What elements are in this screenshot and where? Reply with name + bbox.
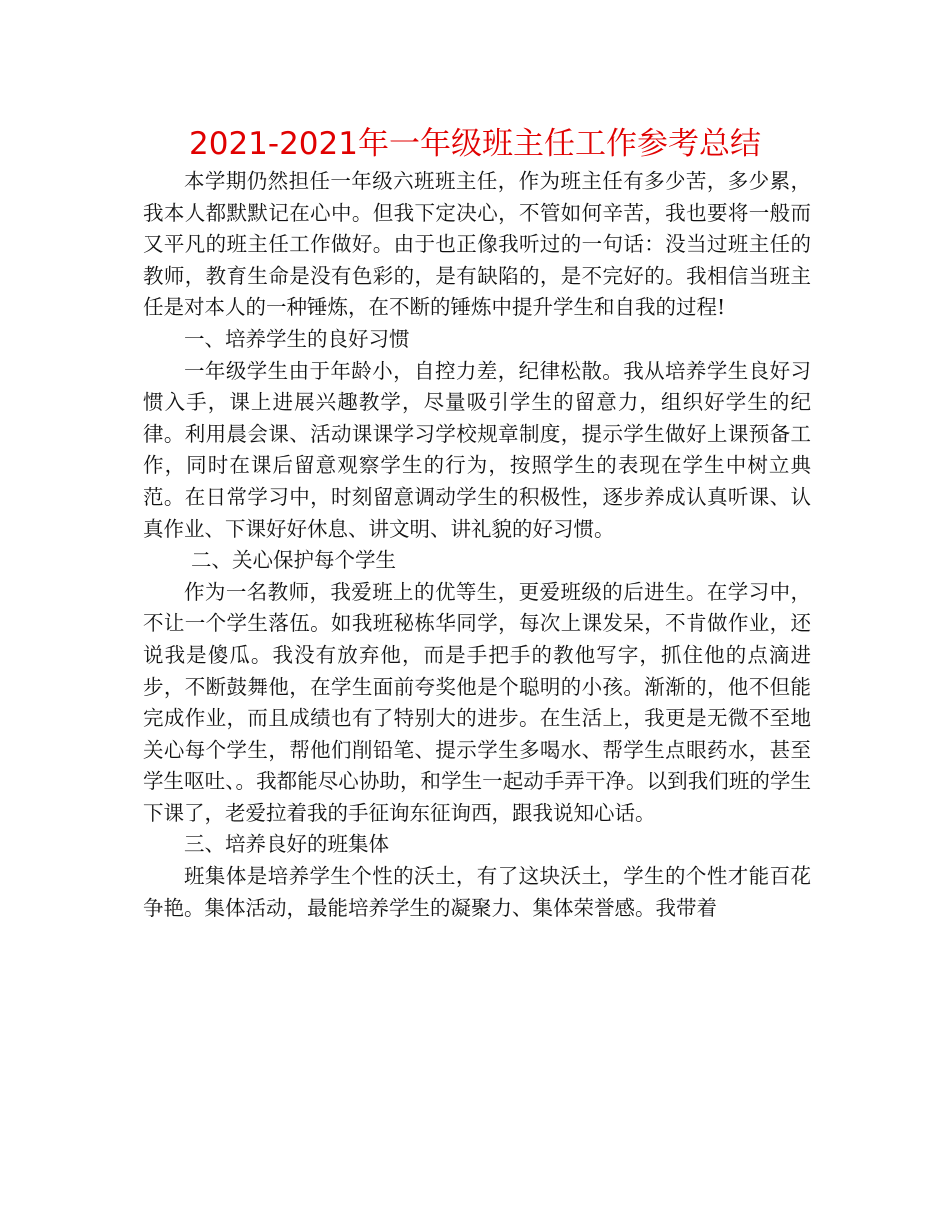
document-body — [143, 166, 811, 924]
section-heading-1: 一、培养学生的良好习惯 — [184, 326, 410, 351]
document-title: 2021-2021年一年级班主任工作参考总结 — [189, 126, 761, 162]
section-heading-3: 三、培养良好的班集体 — [184, 832, 389, 857]
paragraph-habits: 一年级学生由于年龄小，自控力差，纪律松散。我从培养学生良好习惯入手，课上进展兴趣教学，尽量吸引学生的留意力，组织好学生的纪律。利用晨会课、活动课课学习学校规章制度，提示学生做好上课预备工作，同时在课后留意观察学生的行为，按照学生的表现在学生中树立典范。在日常学习中，时刻留意调动学生的积极性，逐步养成认真听课、认真作业、下课好好休息、讲文明、讲礼貌的好习惯。 — [143, 358, 811, 541]
paragraph-intro: 本学期仍然担任一年级六班班主任，作为班主任有多少苦，多少累，我本人都默默记在心中。但我下定决心，不管如何辛苦，我也要将一般而又平凡的班主任工作做好。由于也正像我听过的一句话：没当过班主任的教师，教育生命是没有色彩的，是有缺陷的，是不完好的。我相信当班主任是对本人的一种锤炼，在不断的锤炼中提升学生和自我的过程! — [143, 169, 811, 320]
paragraph-care: 作为一名教师，我爱班上的优等生，更爱班级的后进生。在学习中，不让一个学生落伍。如我班秘栋华同学，每次上课发呆，不肯做作业，还说我是傻瓜。我没有放弃他，而是手把手的教他写字，抓住他的点滴进步，不断鼓舞他，在学生面前夸奖他是个聪明的小孩。渐渐的，他不但能完成作业，而且成绩也有了特别大的进步。在生活上，我更是无微不至地关心每个学生，帮他们削铅笔、提示学生多喝水、帮学生点眼药水，甚至学生呕吐、。我都能尽心协助，和学生一起动手弄干净。以到我们班的学生下课了，老爱拉着我的手征询东征询西，跟我说知心话。 — [143, 579, 811, 825]
section-heading-2: 二、关心保护每个学生 — [191, 548, 396, 573]
paragraph-collective: 班集体是培养学生个性的沃土，有了这块沃土，学生的个性才能百花争艳。集体活动，最能培养学生的凝聚力、集体荣誉感。我带着 — [143, 864, 811, 920]
